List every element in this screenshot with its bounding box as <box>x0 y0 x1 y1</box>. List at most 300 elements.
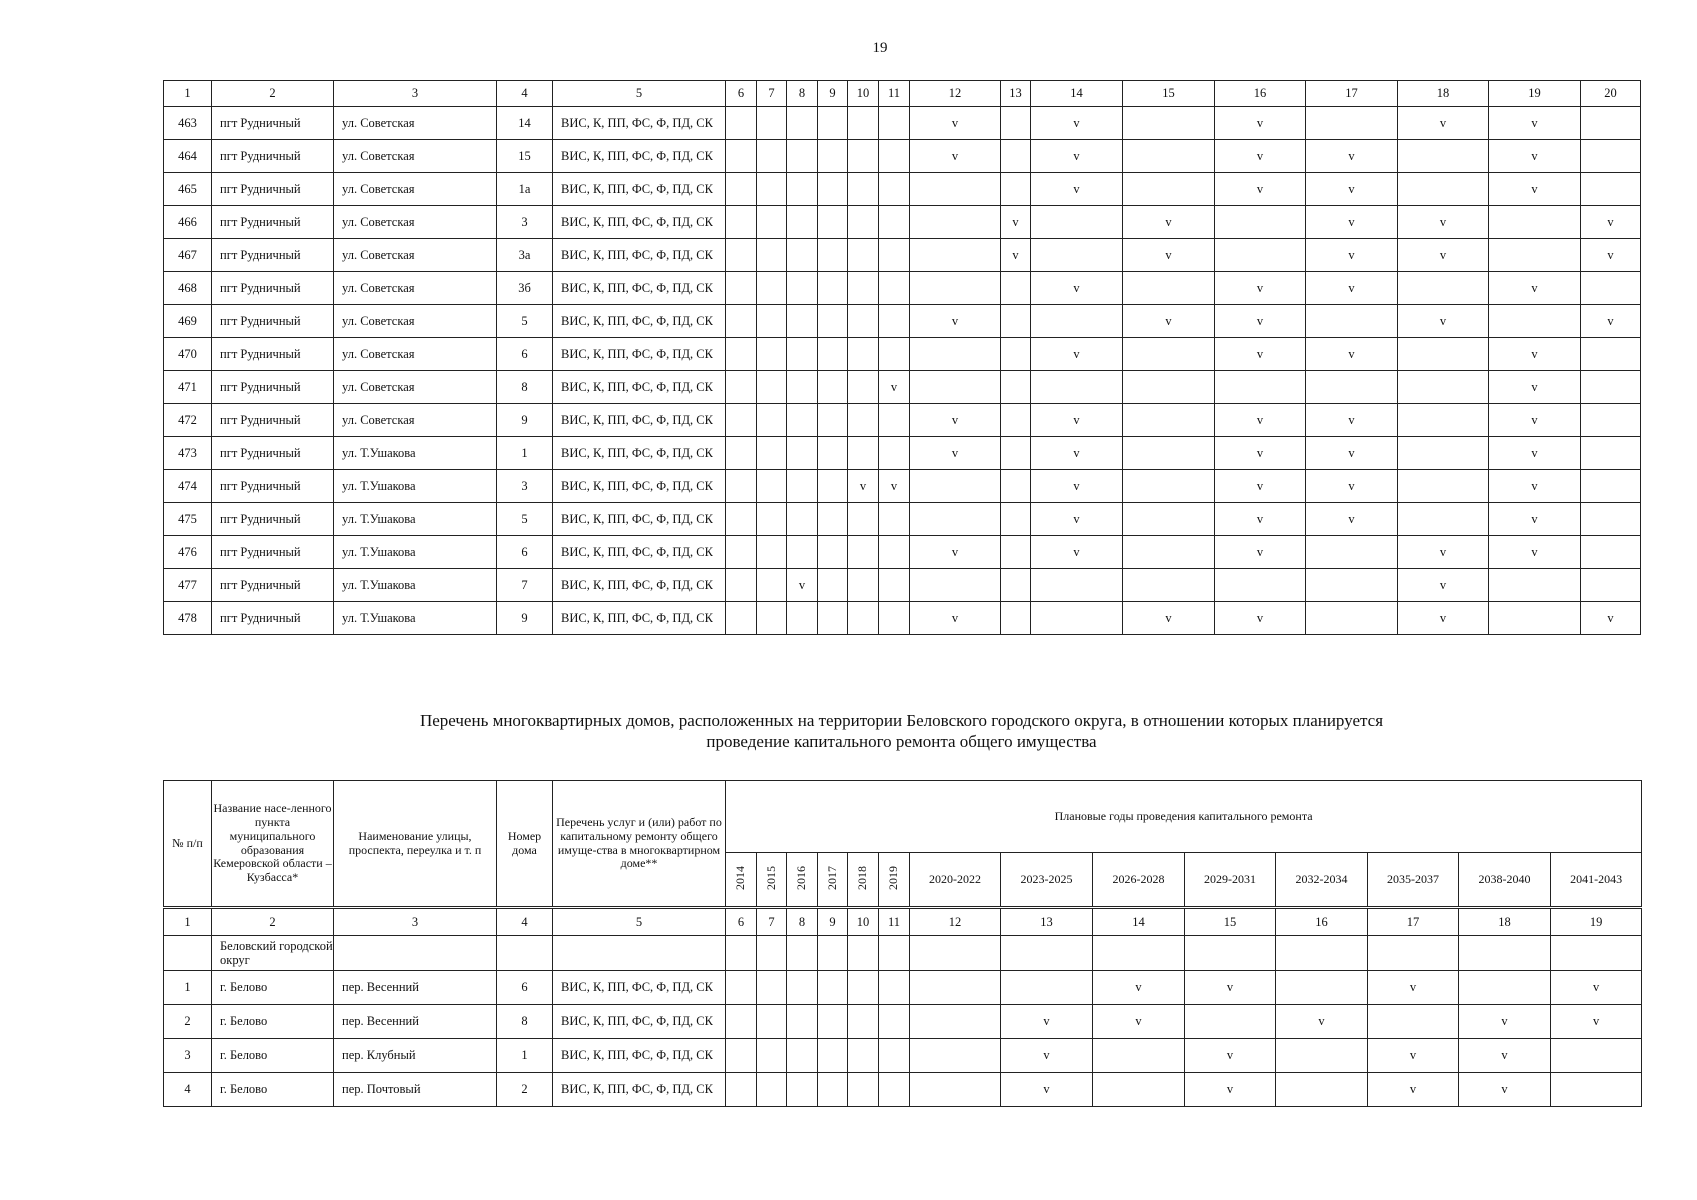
year-check-cell <box>1551 1073 1642 1107</box>
header-year: 2041-2043 <box>1551 853 1642 908</box>
section-title-line-2: проведение капитального ремонта общего имущества <box>706 732 1097 752</box>
works-list: ВИС, К, ПП, ФС, Ф, ПД, СК <box>553 503 726 536</box>
year-check-cell <box>1581 536 1641 569</box>
header-street: Наименование улицы, проспекта, переулка и т. п <box>334 781 497 908</box>
row-number: 468 <box>164 272 212 305</box>
year-check-cell <box>787 305 818 338</box>
year-check-cell <box>787 1039 818 1073</box>
year-check-cell: v <box>1551 971 1642 1005</box>
house-number: 6 <box>497 971 553 1005</box>
settlement-name: г. Белово <box>212 1073 334 1107</box>
street-name: ул. Советская <box>334 140 497 173</box>
district-empty-cell <box>787 936 818 971</box>
year-check-cell <box>879 338 910 371</box>
year-check-cell <box>1398 272 1489 305</box>
year-check-cell: v <box>910 602 1001 635</box>
column-number: 14 <box>1031 81 1123 107</box>
settlement-name: г. Белово <box>212 971 334 1005</box>
year-check-cell <box>757 305 787 338</box>
house-number: 14 <box>497 107 553 140</box>
works-list: ВИС, К, ПП, ФС, Ф, ПД, СК <box>553 371 726 404</box>
header-years-group: Плановые годы проведения капитального ремонта <box>726 781 1642 853</box>
year-check-cell <box>787 536 818 569</box>
year-check-cell: v <box>1398 239 1489 272</box>
year-check-cell <box>757 602 787 635</box>
year-check-cell: v <box>879 470 910 503</box>
table-row <box>164 1073 1642 1107</box>
column-number: 6 <box>726 908 757 936</box>
year-check-cell <box>910 1039 1001 1073</box>
house-number: 3б <box>497 272 553 305</box>
year-check-cell <box>1031 371 1123 404</box>
settlement-name: г. Белово <box>212 1005 334 1039</box>
year-check-cell: v <box>1489 107 1581 140</box>
header-year: 2038-2040 <box>1459 853 1551 908</box>
year-check-cell <box>848 569 879 602</box>
year-check-cell: v <box>1368 1073 1459 1107</box>
year-check-cell <box>818 602 848 635</box>
year-check-cell <box>1215 206 1306 239</box>
works-list: ВИС, К, ПП, ФС, Ф, ПД, СК <box>553 272 726 305</box>
column-number: 9 <box>818 908 848 936</box>
year-check-cell <box>757 569 787 602</box>
year-check-cell: v <box>1489 272 1581 305</box>
street-name: пер. Весенний <box>334 971 497 1005</box>
year-check-cell <box>879 437 910 470</box>
year-check-cell <box>787 371 818 404</box>
year-check-cell <box>787 503 818 536</box>
house-number: 7 <box>497 569 553 602</box>
settlement-name: пгт Рудничный <box>212 272 334 305</box>
table-row <box>164 305 1641 338</box>
settlement-name: пгт Рудничный <box>212 536 334 569</box>
year-check-cell: v <box>1581 305 1641 338</box>
year-check-cell <box>787 437 818 470</box>
year-check-cell <box>787 239 818 272</box>
year-check-cell: v <box>1489 470 1581 503</box>
year-check-cell <box>818 569 848 602</box>
year-check-cell <box>726 272 757 305</box>
year-check-cell <box>1001 338 1031 371</box>
year-check-cell: v <box>1581 602 1641 635</box>
year-check-cell <box>1123 140 1215 173</box>
column-number: 18 <box>1459 908 1551 936</box>
header-year-label: 2015 <box>763 865 778 890</box>
column-number: 13 <box>1001 908 1093 936</box>
year-check-cell <box>726 173 757 206</box>
year-check-cell <box>757 1005 787 1039</box>
year-check-cell <box>757 1073 787 1107</box>
year-check-cell <box>1001 470 1031 503</box>
year-check-cell <box>1306 107 1398 140</box>
row-number: 474 <box>164 470 212 503</box>
year-check-cell: v <box>1459 1005 1551 1039</box>
year-check-cell <box>848 305 879 338</box>
year-check-cell <box>910 971 1001 1005</box>
year-check-cell <box>910 503 1001 536</box>
year-check-cell: v <box>910 305 1001 338</box>
row-number: 476 <box>164 536 212 569</box>
settlement-name: пгт Рудничный <box>212 305 334 338</box>
column-number: 19 <box>1489 81 1581 107</box>
house-number: 3 <box>497 470 553 503</box>
street-name: ул. Т.Ушакова <box>334 470 497 503</box>
district-empty-cell <box>848 936 879 971</box>
works-list: ВИС, К, ПП, ФС, Ф, ПД, СК <box>553 1039 726 1073</box>
year-check-cell <box>910 206 1001 239</box>
header-year <box>879 853 910 908</box>
year-check-cell <box>1123 503 1215 536</box>
year-check-cell <box>726 338 757 371</box>
header-num: № п/п <box>164 781 212 908</box>
year-check-cell: v <box>1368 1039 1459 1073</box>
works-list: ВИС, К, ПП, ФС, Ф, ПД, СК <box>553 1005 726 1039</box>
header-year <box>757 853 787 908</box>
year-check-cell <box>1185 1005 1276 1039</box>
header-year <box>818 853 848 908</box>
year-check-cell: v <box>1306 272 1398 305</box>
year-check-cell <box>910 272 1001 305</box>
column-number: 9 <box>818 81 848 107</box>
header-year-label: 2017 <box>824 865 839 890</box>
street-name: ул. Советская <box>334 305 497 338</box>
year-check-cell: v <box>1306 404 1398 437</box>
housing-table-belovo <box>163 780 1642 1107</box>
year-check-cell: v <box>1123 206 1215 239</box>
year-check-cell <box>879 272 910 305</box>
year-check-cell <box>879 107 910 140</box>
year-check-cell: v <box>879 371 910 404</box>
column-number: 7 <box>757 81 787 107</box>
year-check-cell: v <box>1031 272 1123 305</box>
house-number: 5 <box>497 305 553 338</box>
year-check-cell: v <box>1185 1073 1276 1107</box>
year-check-cell <box>1001 536 1031 569</box>
table-row <box>164 239 1641 272</box>
year-check-cell <box>1306 602 1398 635</box>
settlement-name: пгт Рудничный <box>212 107 334 140</box>
column-number: 4 <box>497 81 553 107</box>
year-check-cell <box>726 140 757 173</box>
year-check-cell <box>787 338 818 371</box>
year-check-cell <box>879 173 910 206</box>
year-check-cell <box>818 206 848 239</box>
year-check-cell <box>848 140 879 173</box>
row-number: 465 <box>164 173 212 206</box>
settlement-name: пгт Рудничный <box>212 602 334 635</box>
year-check-cell <box>1123 470 1215 503</box>
district-empty-cell <box>164 936 212 971</box>
year-check-cell <box>818 239 848 272</box>
year-check-cell <box>726 404 757 437</box>
street-name: ул. Советская <box>334 206 497 239</box>
settlement-name: пгт Рудничный <box>212 206 334 239</box>
year-check-cell <box>848 206 879 239</box>
year-check-cell <box>1001 569 1031 602</box>
year-check-cell <box>787 404 818 437</box>
year-check-cell: v <box>1093 1005 1185 1039</box>
year-check-cell <box>726 971 757 1005</box>
row-number: 477 <box>164 569 212 602</box>
row-number: 470 <box>164 338 212 371</box>
column-number: 8 <box>787 908 818 936</box>
year-check-cell <box>1368 1005 1459 1039</box>
settlement-name: пгт Рудничный <box>212 173 334 206</box>
works-list: ВИС, К, ПП, ФС, Ф, ПД, СК <box>553 971 726 1005</box>
year-check-cell <box>1001 272 1031 305</box>
year-check-cell <box>818 536 848 569</box>
table-row <box>164 371 1641 404</box>
year-check-cell <box>818 437 848 470</box>
house-number: 9 <box>497 602 553 635</box>
settlement-name: пгт Рудничный <box>212 404 334 437</box>
year-check-cell <box>1215 371 1306 404</box>
year-check-cell <box>818 272 848 305</box>
year-check-cell <box>879 1005 910 1039</box>
district-empty-cell <box>818 936 848 971</box>
column-number: 5 <box>553 908 726 936</box>
year-check-cell <box>910 173 1001 206</box>
row-number: 471 <box>164 371 212 404</box>
street-name: ул. Советская <box>334 404 497 437</box>
column-number-row <box>164 908 1642 936</box>
year-check-cell <box>1398 140 1489 173</box>
year-check-cell <box>1031 602 1123 635</box>
year-check-cell <box>1398 371 1489 404</box>
year-check-cell <box>848 107 879 140</box>
header-year-label: 2014 <box>733 865 748 890</box>
column-number: 13 <box>1001 81 1031 107</box>
district-row <box>164 936 1642 971</box>
year-check-cell: v <box>1489 437 1581 470</box>
year-check-cell <box>910 239 1001 272</box>
header-year: 2029-2031 <box>1185 853 1276 908</box>
works-list: ВИС, К, ПП, ФС, Ф, ПД, СК <box>553 305 726 338</box>
row-number: 475 <box>164 503 212 536</box>
year-check-cell <box>818 1005 848 1039</box>
year-check-cell: v <box>1031 503 1123 536</box>
year-check-cell <box>848 437 879 470</box>
house-number: 8 <box>497 1005 553 1039</box>
year-check-cell: v <box>1215 140 1306 173</box>
year-check-cell <box>879 140 910 173</box>
row-number: 472 <box>164 404 212 437</box>
year-check-cell <box>726 305 757 338</box>
year-check-cell <box>1001 602 1031 635</box>
house-number: 6 <box>497 536 553 569</box>
year-check-cell <box>757 437 787 470</box>
year-check-cell <box>1031 305 1123 338</box>
table-row <box>164 272 1641 305</box>
district-empty-cell <box>497 936 553 971</box>
year-check-cell: v <box>1276 1005 1368 1039</box>
year-check-cell: v <box>1215 602 1306 635</box>
table-row <box>164 503 1641 536</box>
year-check-cell <box>1093 1039 1185 1073</box>
house-number: 3 <box>497 206 553 239</box>
year-check-cell <box>818 1073 848 1107</box>
year-check-cell <box>1489 305 1581 338</box>
year-check-cell: v <box>1581 206 1641 239</box>
year-check-cell <box>1581 371 1641 404</box>
column-number: 7 <box>757 908 787 936</box>
year-check-cell <box>787 1005 818 1039</box>
year-check-cell <box>1093 1073 1185 1107</box>
year-check-cell <box>1123 173 1215 206</box>
column-number: 4 <box>497 908 553 936</box>
works-list: ВИС, К, ПП, ФС, Ф, ПД, СК <box>553 338 726 371</box>
year-check-cell: v <box>1215 173 1306 206</box>
district-label: Беловский городской округ <box>212 936 334 971</box>
row-number: 466 <box>164 206 212 239</box>
year-check-cell <box>757 173 787 206</box>
year-check-cell <box>879 239 910 272</box>
works-list: ВИС, К, ПП, ФС, Ф, ПД, СК <box>553 536 726 569</box>
year-check-cell <box>1001 305 1031 338</box>
settlement-name: пгт Рудничный <box>212 569 334 602</box>
year-check-cell <box>726 107 757 140</box>
year-check-cell: v <box>1215 107 1306 140</box>
year-check-cell <box>879 1073 910 1107</box>
year-check-cell <box>1123 272 1215 305</box>
year-check-cell <box>1276 1073 1368 1107</box>
year-check-cell <box>848 338 879 371</box>
district-empty-cell <box>910 936 1001 971</box>
column-number: 11 <box>879 81 910 107</box>
year-check-cell <box>726 437 757 470</box>
street-name: ул. Т.Ушакова <box>334 536 497 569</box>
year-check-cell: v <box>1031 437 1123 470</box>
year-check-cell <box>818 107 848 140</box>
district-empty-cell <box>553 936 726 971</box>
year-check-cell <box>726 503 757 536</box>
year-check-cell <box>1123 437 1215 470</box>
column-number: 16 <box>1276 908 1368 936</box>
year-check-cell <box>726 1005 757 1039</box>
street-name: ул. Т.Ушакова <box>334 503 497 536</box>
year-check-cell <box>757 140 787 173</box>
year-check-cell: v <box>1123 239 1215 272</box>
year-check-cell <box>1581 569 1641 602</box>
works-list: ВИС, К, ПП, ФС, Ф, ПД, СК <box>553 206 726 239</box>
row-number: 463 <box>164 107 212 140</box>
year-check-cell <box>818 338 848 371</box>
year-check-cell <box>1581 272 1641 305</box>
year-check-cell: v <box>1459 1039 1551 1073</box>
year-check-cell <box>848 503 879 536</box>
year-check-cell <box>1459 971 1551 1005</box>
year-check-cell: v <box>1398 305 1489 338</box>
year-check-cell: v <box>1001 1073 1093 1107</box>
year-check-cell: v <box>1215 338 1306 371</box>
settlement-name: пгт Рудничный <box>212 338 334 371</box>
year-check-cell: v <box>1489 503 1581 536</box>
district-empty-cell <box>1368 936 1459 971</box>
year-check-cell: v <box>910 140 1001 173</box>
year-check-cell: v <box>1306 503 1398 536</box>
house-number: 1 <box>497 437 553 470</box>
year-check-cell: v <box>910 107 1001 140</box>
year-check-cell: v <box>1215 503 1306 536</box>
column-number: 18 <box>1398 81 1489 107</box>
year-check-cell <box>1581 470 1641 503</box>
year-check-cell <box>726 239 757 272</box>
district-empty-cell <box>1551 936 1642 971</box>
column-number: 10 <box>848 908 879 936</box>
year-check-cell: v <box>1031 470 1123 503</box>
street-name: ул. Т.Ушакова <box>334 602 497 635</box>
district-empty-cell <box>1276 936 1368 971</box>
row-number: 473 <box>164 437 212 470</box>
page-number: 19 <box>872 40 888 56</box>
year-check-cell: v <box>1398 569 1489 602</box>
year-check-cell: v <box>1215 305 1306 338</box>
table-row <box>164 107 1641 140</box>
year-check-cell <box>848 239 879 272</box>
row-number: 464 <box>164 140 212 173</box>
table-row <box>164 470 1641 503</box>
year-check-cell <box>1001 404 1031 437</box>
year-check-cell: v <box>1306 206 1398 239</box>
year-check-cell <box>879 569 910 602</box>
year-check-cell <box>1001 371 1031 404</box>
year-check-cell <box>1398 404 1489 437</box>
year-check-cell <box>757 536 787 569</box>
year-check-cell <box>1581 404 1641 437</box>
year-check-cell <box>757 404 787 437</box>
year-check-cell: v <box>1031 404 1123 437</box>
year-check-cell <box>757 371 787 404</box>
year-check-cell <box>787 206 818 239</box>
house-number: 8 <box>497 371 553 404</box>
year-check-cell: v <box>1306 437 1398 470</box>
year-check-cell: v <box>1001 1039 1093 1073</box>
works-list: ВИС, К, ПП, ФС, Ф, ПД, СК <box>553 140 726 173</box>
year-check-cell: v <box>1368 971 1459 1005</box>
year-check-cell: v <box>1459 1073 1551 1107</box>
settlement-name: пгт Рудничный <box>212 371 334 404</box>
street-name: ул. Советская <box>334 173 497 206</box>
year-check-cell <box>1001 971 1093 1005</box>
year-check-cell <box>879 404 910 437</box>
year-check-cell <box>1031 569 1123 602</box>
column-number: 8 <box>787 81 818 107</box>
table-row <box>164 971 1642 1005</box>
year-check-cell <box>757 338 787 371</box>
year-check-cell <box>1001 140 1031 173</box>
year-check-cell: v <box>1398 206 1489 239</box>
year-check-cell: v <box>1398 536 1489 569</box>
house-number: 1 <box>497 1039 553 1073</box>
year-check-cell: v <box>1489 140 1581 173</box>
works-list: ВИС, К, ПП, ФС, Ф, ПД, СК <box>553 239 726 272</box>
year-check-cell: v <box>1185 1039 1276 1073</box>
year-check-cell <box>818 1039 848 1073</box>
year-check-cell: v <box>1215 536 1306 569</box>
street-name: ул. Советская <box>334 239 497 272</box>
year-check-cell <box>848 404 879 437</box>
section-title <box>163 710 1640 753</box>
year-check-cell: v <box>787 569 818 602</box>
year-check-cell <box>1123 536 1215 569</box>
year-check-cell: v <box>1489 173 1581 206</box>
year-check-cell <box>848 1005 879 1039</box>
year-check-cell <box>726 1073 757 1107</box>
year-check-cell <box>1581 338 1641 371</box>
year-check-cell: v <box>1123 305 1215 338</box>
year-check-cell: v <box>1001 1005 1093 1039</box>
settlement-name: пгт Рудничный <box>212 140 334 173</box>
